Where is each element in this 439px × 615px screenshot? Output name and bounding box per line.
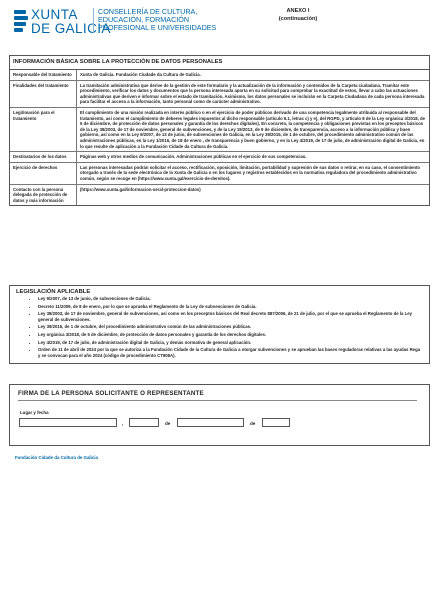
annex-title: ANEXO I [286, 8, 310, 14]
year-input[interactable] [262, 418, 290, 427]
row-value: El cumplimiento de una misión realizada en interés público o en el ejercicio de poder públicos derivado de una competencia legalmente atribuida al responsable del tratamiento, así como el cumplimiento de deberes legales impuestos al dicho responsable (artículo 6.1, letras c) y e), del RGPD, y artículo 8 de la Ley orgánica 3/2018, de 5 de diciembre, de protección de datos personales y garantía de los derechos digitales). En concreto, la competencia y obligaciones previstas en los preceptos básicos de la Ley 38/2003, de 17 de noviembre, general de subvenciones, y de la Ley 19/2013, de 9 de diciembre, de transparencia, acceso a la información pública y buen gobierno, así como en la Ley 9/2007, de 13 de junio, de subvenciones de Galicia, en la Ley 39/2015, de 1 de octubre, del procedimiento administrativo común de las administraciones públicas, en la Ley 1/2016, de 18 de enero , de transparencia y buen gobierno, y en la Ley 4/2019, de 17 de julio, de administración digital de Galicia, en lo que resulte de aplicación a la Fundación Cidade da Cultura de Galicia. [77, 107, 430, 151]
xunta-logo-mark-icon [14, 10, 28, 36]
list-item: • Ley 4/2019, de 17 de julio, de administración digital de Galicia, y demás normativa de general aplicación. [38, 340, 421, 346]
table-row [10, 70, 429, 80]
list-item: • Ley 9/2007, de 13 de junio, de subvenciones de Galicia. [38, 296, 421, 302]
month-input[interactable] [177, 418, 244, 427]
list-item: • Orden de 11 de abril de 2024 por la que se autoriza a la Fundación Cidade de la Cultura de Galicia a otorgar subvenciones y se aprueban las bases reguladoras relativas a las ayudas Rega y se convocan para el año 2024 (código de procedimiento CT908A). [38, 347, 421, 358]
logo-text-galicia: DE GALICIA [31, 21, 111, 36]
table-row [10, 107, 429, 151]
row-label: Legitimación para el tratamiento [10, 107, 77, 151]
legislation-list [10, 296, 429, 363]
place-input[interactable] [19, 418, 117, 427]
data-protection-section [9, 55, 430, 206]
row-value: Xunta de Galicia. Fundación Ciudade da Cultura de Galicia. [80, 72, 201, 77]
de-separator: de [250, 421, 256, 426]
department-line: PROFESIONAL E UNIVERSIDADES [98, 23, 217, 33]
row-label: Responsable del tratamiento [10, 70, 77, 80]
logo-text-xunta: XUNTA [31, 7, 78, 22]
place-date-label: Lugar y fecha [20, 410, 49, 415]
annex-heading [260, 7, 336, 23]
department-line: EDUCACIÓN, FORMACIÓN [98, 15, 190, 25]
table-row [10, 162, 429, 184]
department-name [93, 8, 230, 33]
row-value: Las personas interesadas podrán solicitar el acceso, rectificación, oposición, limitación, portabilidad y supresión de sus datos o retirar, en su caso, el consentimiento otorgado a través de la sede electrónica de la Xunta de Galicia o en los lugares y registros establecidos en la normativa reguladora del procedimiento administrativo común, según se recoge en (https://www.xunta.gal/exercicio-de-dereitos). [77, 162, 430, 184]
signature-section [9, 384, 430, 446]
row-label: Finalidades del tratamiento [10, 80, 77, 107]
legislation-section [9, 285, 430, 364]
footer-text: Fundación Cidade da Cultura de Galicia [15, 455, 98, 460]
data-protection-table [10, 70, 429, 205]
list-item: • Decreto 11/2009, de 8 de enero, por lo que se aprueba el Reglamento de la Ley de subvenciones de Galicia. [38, 304, 421, 310]
de-separator: de [165, 421, 171, 426]
list-item: • Ley orgánica 3/2018, de 5 de diciembre, de protección de datos personales y garantía de los derechos digitales. [38, 332, 421, 338]
day-input[interactable] [129, 418, 159, 427]
list-item: • Ley 38/2003, de 17 de noviembre, general de subvenciones, así como en los preceptos básicos del Real decreto 887/2006, de 21 de julio, por el que se aprueba el Reglamento de la Ley general de subvenciones. [38, 311, 421, 322]
document-header [14, 6, 426, 46]
row-value: Páginas web y otros medios de comunicación. Administraciones públicas en el ejercicio de sus competencias. [77, 152, 430, 163]
row-label: Contacto con la persona delegada de protección de datos y más información [10, 184, 77, 205]
signature-divider [18, 400, 417, 401]
list-item: • Ley 39/2015, de 1 de octubre, del procedimiento administrativo común de las administraciones públicas. [38, 324, 421, 330]
data-protection-title: INFORMACIÓN BÁSICA SOBRE LA PROTECCIÓN DE DATOS PERSONALES [10, 56, 429, 70]
table-row [10, 184, 429, 205]
legislation-title: LEGISLACIÓN APLICABLE [16, 289, 91, 295]
table-row [10, 152, 429, 163]
annex-subtitle: (continuación) [278, 16, 318, 22]
comma-separator: , [122, 421, 124, 426]
row-label: Destinatarios de los datos [10, 152, 77, 163]
signature-title: FIRMA DE LA PERSONA SOLICITANTE O REPRESENTANTE [18, 390, 204, 397]
table-row [10, 80, 429, 107]
row-value: (https://www.xunta.gal/informacion-xeral-proteccion-datos) [77, 184, 430, 205]
department-line: CONSELLERÍA DE CULTURA, [98, 7, 198, 16]
row-label: Ejercicio de derechos [10, 162, 77, 184]
row-value: La tramitación administrativa que derive de la gestión de este formulario y la actualización de la información y contenidos de la Carpeta ciudadana. Tramitar este procedimiento, verificar los datos y documentos que la persona interesada aporta en su solicitud para comprobar la exactitud de estos, llevar a cabo las actuaciones administrativas que deriven e informar sobre el estado de tramitación. Asimismo, los datos personales se incluirán en la Carpeta Ciudadana de cada persona interesada para facilitar el acceso a la información, tanto personal como de carácter administrativo. [77, 80, 430, 107]
